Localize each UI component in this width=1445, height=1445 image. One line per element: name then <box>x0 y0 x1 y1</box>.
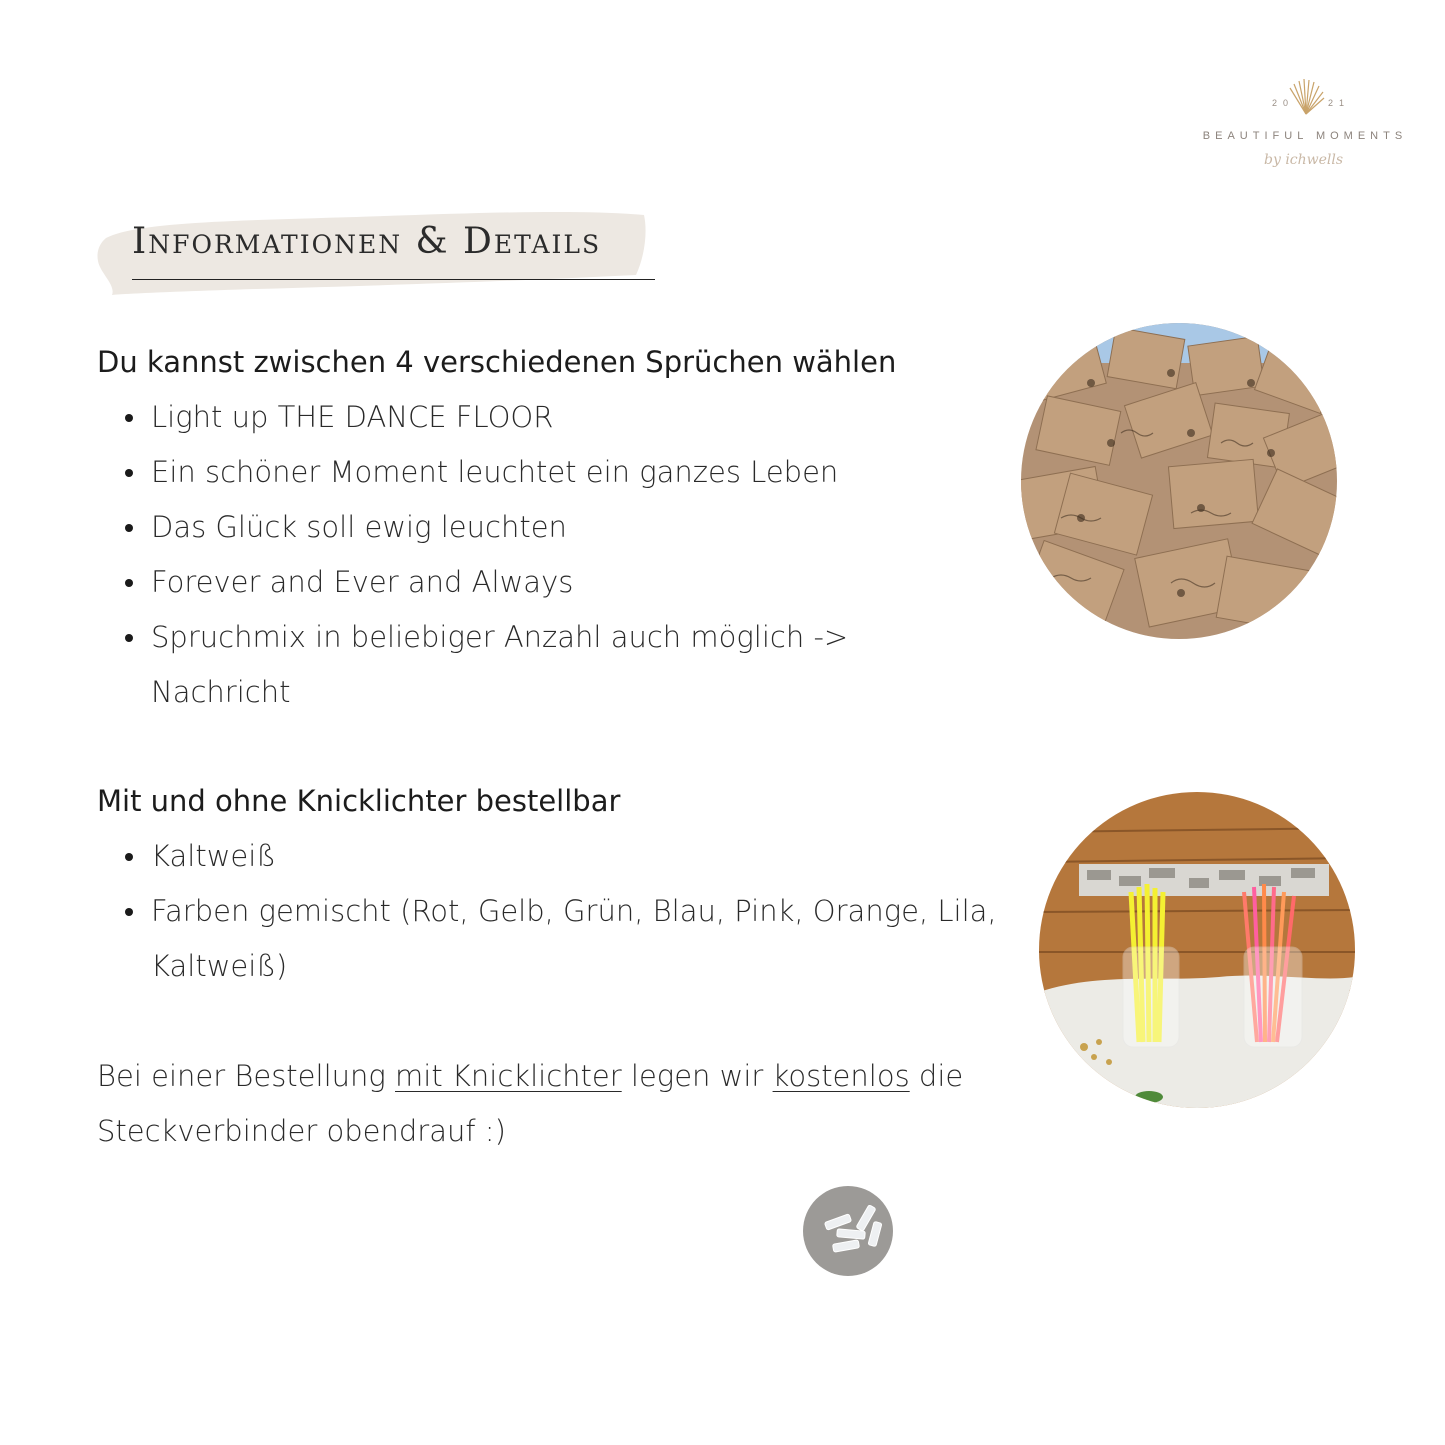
list-item <box>97 445 1017 500</box>
section-glowsticks <box>97 774 1017 994</box>
section-heading-sayings: Du kannst zwischen 4 verschiedenen Sprüchen wählen <box>97 345 897 379</box>
kraft-tags-photo <box>1021 323 1337 639</box>
list-item-text: Das Glück soll ewig leuchten <box>151 510 567 544</box>
sayings-list <box>97 390 1017 720</box>
glowsticks-jars-photo <box>1039 792 1355 1108</box>
bullet-icon <box>125 469 133 477</box>
note-emphasis-glowsticks: mit Knicklichter <box>395 1059 622 1093</box>
palm-leaf-icon <box>1286 78 1326 116</box>
page-title: Informationen & Details <box>132 221 602 262</box>
connectors-photo <box>803 1186 893 1276</box>
list-item <box>97 884 1017 994</box>
bullet-icon <box>125 634 133 642</box>
list-item <box>97 829 1017 884</box>
bullet-icon <box>125 524 133 532</box>
list-item-text: Light up THE DANCE FLOOR <box>151 400 554 434</box>
logo-brand-text: BEAUTIFUL MOMENTS <box>1202 130 1408 142</box>
note-emphasis-free: kostenlos <box>772 1059 910 1093</box>
list-item-text: Forever and Ever and Always <box>151 565 574 599</box>
title-underline <box>132 279 655 280</box>
list-item-text: Spruchmix in beliebiger Anzahl auch möglich -> Nachricht <box>151 620 849 709</box>
glowsticks-list <box>97 829 1017 994</box>
bullet-icon <box>125 579 133 587</box>
logo-year-right: 21 <box>1328 98 1351 108</box>
list-item <box>97 555 1017 610</box>
list-item <box>97 610 1017 720</box>
section-sayings <box>97 335 1017 720</box>
bullet-icon <box>125 908 133 916</box>
bullet-icon <box>125 853 133 861</box>
list-item-text: Ein schöner Moment leuchtet ein ganzes Leben <box>151 455 839 489</box>
list-item-text: Kaltweiß <box>151 839 276 873</box>
list-item <box>97 500 1017 555</box>
list-item-text: Farben gemischt (Rot, Gelb, Grün, Blau, Pink, Orange, Lila, Kaltweiß) <box>151 894 997 983</box>
note-text: die Steckverbinder obendrauf :) <box>97 1059 964 1148</box>
note-text: Bei einer Bestellung <box>97 1059 396 1093</box>
section-heading-glowsticks: Mit und ohne Knicklichter bestellbar <box>97 784 621 818</box>
list-item <box>97 390 1017 445</box>
title-block <box>96 203 656 298</box>
brand-logo <box>1180 78 1430 188</box>
order-note <box>97 1049 1037 1159</box>
logo-year-left: 20 <box>1272 98 1295 108</box>
bullet-icon <box>125 414 133 422</box>
logo-script-text: by ichwells <box>1264 152 1344 168</box>
note-text: legen wir <box>621 1059 773 1093</box>
